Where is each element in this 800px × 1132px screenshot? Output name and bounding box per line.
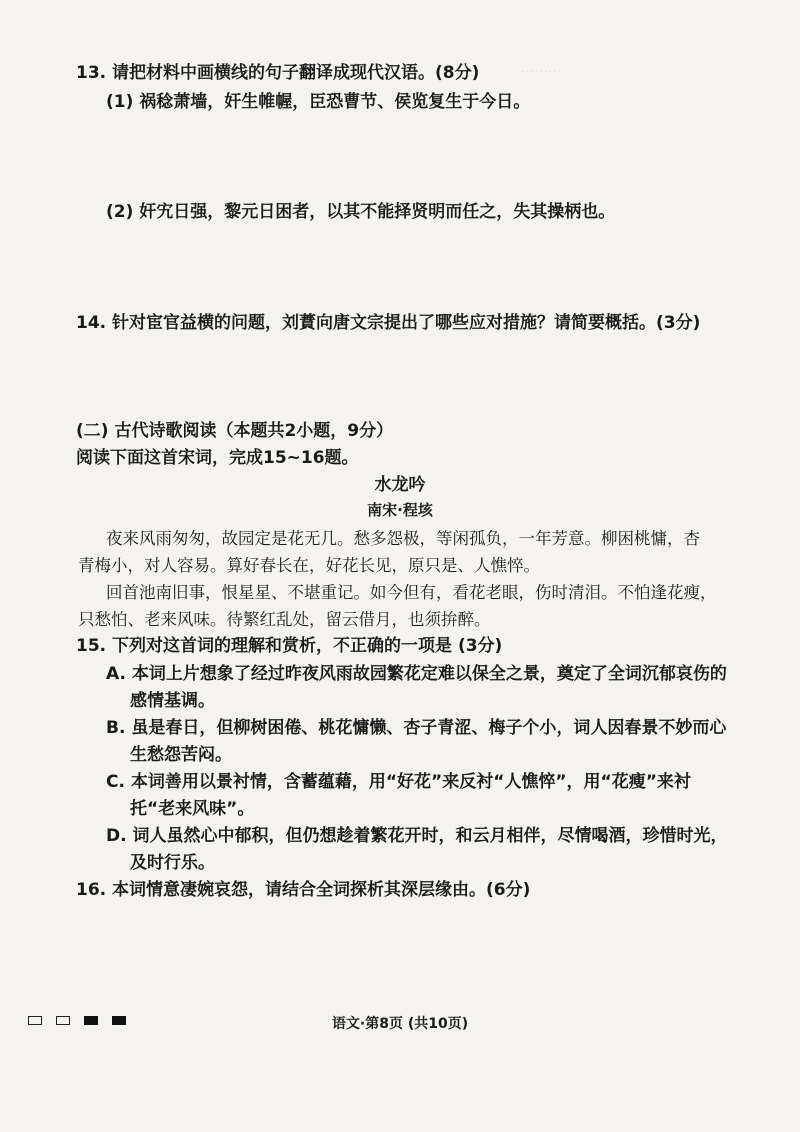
option-d-line-1: D. 词人虽然心中郁积，但仍想趁着繁花开时，和云月相伴，尽情喝酒，珍惜时光， xyxy=(106,826,728,846)
question-13-sentence-1: (1) 祸稔萧墙，奸生帷幄，臣恐曹节、侯览复生于今日。 xyxy=(106,92,531,112)
question-13-heading: 13. 请把材料中画横线的句子翻译成现代汉语。(8分) xyxy=(76,63,480,83)
poem-line-2: 青梅小，对人容易。算好春长在，好花长见，原只是、人憔悴。 xyxy=(78,556,540,575)
question-15-heading: 15. 下列对这首词的理解和赏析，不正确的一项是 (3分) xyxy=(76,636,503,656)
option-a-line-2: 感情基调。 xyxy=(130,691,215,711)
poem-line-4: 只愁怕、老来风味。待繁红乱处，留云借月，也须拚醉。 xyxy=(78,610,491,629)
option-a-line-1: A. 本词上片想象了经过昨夜风雨故园繁花定难以保全之景，奠定了全词沉郁哀伤的 xyxy=(106,664,727,684)
question-14-heading: 14. 针对宦官益横的问题，刘蕡向唐文宗提出了哪些应对措施？请简要概括。(3分) xyxy=(76,313,701,333)
poem-title: 水龙吟 xyxy=(374,475,426,495)
poem-author: 南宋·程垓 xyxy=(367,501,433,519)
option-d-line-2: 及时行乐。 xyxy=(130,853,215,873)
section-2-title: (二) 古代诗歌阅读（本题共2小题，9分） xyxy=(76,421,394,441)
poem-line-3: 回首池南旧事，恨星星、不堪重记。如今但有，看花老眼，伤时清泪。不怕逢花瘦， xyxy=(106,583,717,602)
poem-line-1: 夜来风雨匆匆，故园定是花无几。愁多怨极，等闲孤负，一年芳意。柳困桃慵，杏 xyxy=(106,529,700,548)
option-b-line-2: 生愁怨苦闷。 xyxy=(130,745,232,765)
question-13-sentence-2: (2) 奸宄日强，黎元日困者，以其不能择贤明而任之，失其操柄也。 xyxy=(106,202,616,222)
page-footer: 语文·第8页 (共10页) xyxy=(331,1016,469,1032)
question-16-heading: 16. 本词情意凄婉哀怨，请结合全词探析其深层缘由。(6分) xyxy=(76,880,531,900)
option-c-line-2: 托“老来风味”。 xyxy=(130,799,255,819)
bleed-through-text: ……… xyxy=(520,60,562,76)
option-c-line-1: C. 本词善用以景衬情，含蓄蕴藉，用“好花”来反衬“人憔悴”，用“花瘦”来衬 xyxy=(106,772,691,792)
option-b-line-1: B. 虽是春日，但柳树困倦、桃花慵懒、杏子青涩、梅子个小，词人因春景不妙而心 xyxy=(106,718,727,738)
section-2-instruction: 阅读下面这首宋词，完成15~16题。 xyxy=(76,448,359,468)
